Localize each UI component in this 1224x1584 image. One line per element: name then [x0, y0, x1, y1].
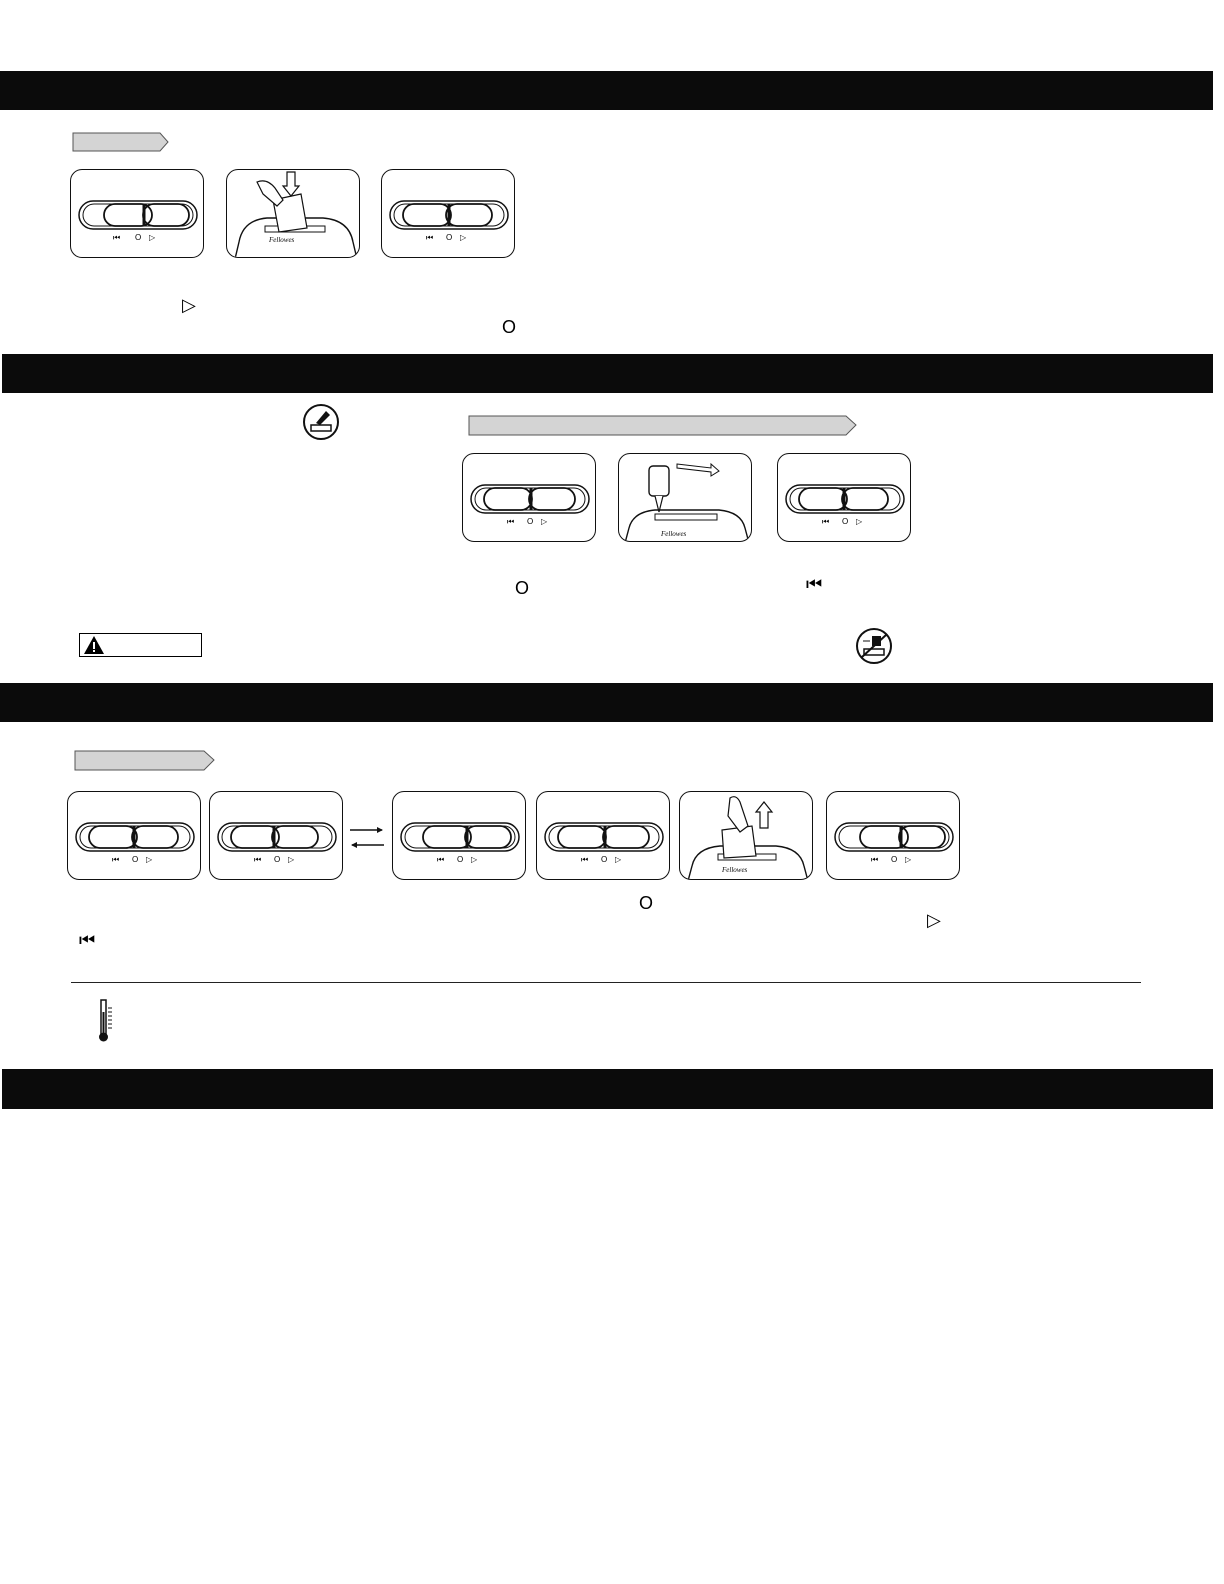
- svg-text:O: O: [842, 517, 849, 526]
- svg-text:Fellowes: Fellowes: [722, 866, 748, 874]
- svg-text:O: O: [457, 855, 464, 864]
- alternate-arrows-icon: [348, 822, 386, 852]
- switch-panel-auto: [381, 169, 515, 258]
- switch-panel-jam-5: [826, 791, 960, 880]
- svg-text:⏮: ⏮: [426, 233, 434, 242]
- svg-text:O: O: [891, 855, 898, 864]
- forward-symbol: ▷: [182, 295, 196, 315]
- step-arrow-label-3: [74, 750, 216, 771]
- section-header-bar-3: [0, 683, 1213, 722]
- forward-symbol: ▷: [927, 910, 941, 930]
- svg-text:▷: ▷: [460, 233, 467, 242]
- switch-panel-forward: [70, 169, 204, 258]
- svg-text:Fellowes: Fellowes: [661, 530, 687, 538]
- svg-text:O: O: [132, 855, 139, 864]
- svg-text:▷: ▷: [541, 517, 548, 526]
- warning-icon: [83, 635, 105, 655]
- svg-text:▷: ▷: [905, 855, 912, 864]
- paper-remove-illustration: [679, 791, 813, 880]
- switch-panel-jam-1: [67, 791, 201, 880]
- svg-text:▷: ▷: [471, 855, 478, 864]
- off-symbol: O: [502, 317, 517, 337]
- oiling-icon: [302, 403, 340, 441]
- off-symbol: O: [515, 578, 530, 598]
- oil-application-illustration: [618, 453, 752, 542]
- svg-text:▷: ▷: [856, 517, 863, 526]
- paper-feed-illustration: [226, 169, 360, 258]
- svg-text:▷: ▷: [615, 855, 622, 864]
- switch-panel-reverse-oil: [777, 453, 911, 542]
- no-aerosol-icon: [855, 627, 893, 665]
- svg-text:⏮: ⏮: [822, 517, 830, 526]
- thermometer-icon: [96, 998, 118, 1044]
- svg-text:O: O: [135, 233, 142, 242]
- svg-text:⏮: ⏮: [113, 233, 121, 242]
- svg-text:O: O: [601, 855, 608, 864]
- svg-text:⏮: ⏮: [437, 855, 445, 864]
- section-header-bar-4: [2, 1069, 1213, 1109]
- switch-panel-jam-4: [536, 791, 670, 880]
- svg-text:▷: ▷: [288, 855, 295, 864]
- step-arrow-label-1: [72, 132, 170, 152]
- svg-text:▷: ▷: [146, 855, 153, 864]
- reverse-symbol: ⏮: [806, 574, 823, 594]
- svg-text:⏮: ⏮: [254, 855, 262, 864]
- off-symbol: O: [639, 893, 654, 913]
- switch-panel-jam-3: [392, 791, 526, 880]
- switch-panel-jam-2: [209, 791, 343, 880]
- svg-text:⏮: ⏮: [112, 855, 120, 864]
- reverse-symbol: ⏮: [79, 930, 96, 950]
- svg-text:⏮: ⏮: [507, 517, 515, 526]
- svg-text:⏮: ⏮: [581, 855, 589, 864]
- section-divider: [71, 982, 1141, 983]
- step-arrow-label-2: [468, 415, 858, 436]
- svg-text:O: O: [527, 517, 534, 526]
- warning-label-box: [79, 633, 202, 657]
- svg-text:Fellowes: Fellowes: [269, 236, 295, 244]
- switch-panel-off-oil: [462, 453, 596, 542]
- svg-text:O: O: [274, 855, 281, 864]
- svg-text:▷: ▷: [149, 233, 156, 242]
- section-header-bar-2: [2, 354, 1213, 393]
- svg-text:⏮: ⏮: [871, 855, 879, 864]
- section-header-bar-1: [0, 71, 1213, 110]
- svg-text:O: O: [446, 233, 453, 242]
